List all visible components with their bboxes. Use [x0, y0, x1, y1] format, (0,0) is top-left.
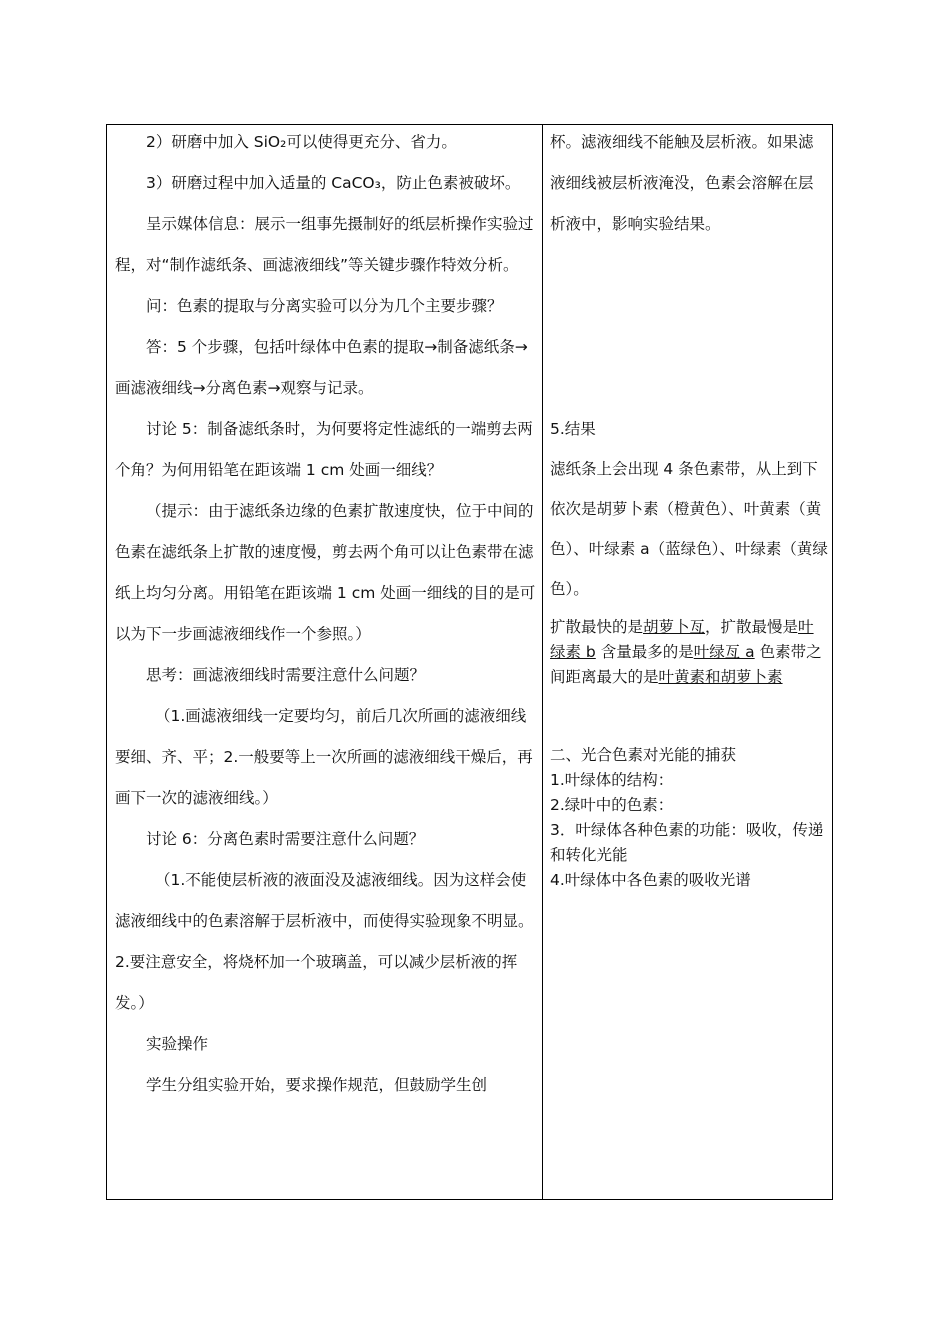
- most-value: 叶绿亙 a: [693, 643, 755, 661]
- distance-label: 色素带之间距离最大的是: [550, 643, 822, 686]
- paragraph-experiment-heading: 实验操作: [146, 1035, 209, 1053]
- column-divider: [542, 124, 543, 1200]
- section2-item-1: 1.叶绿体的结构：: [550, 771, 674, 789]
- paragraph-answer: 答：5 个步骤，包括叶绿体中色素的提取→制备滤纸条→画滤液细线→分离色素→观察与记录。: [115, 338, 528, 397]
- paragraph-question: 问：色素的提取与分离实验可以分为几个主要步骤？: [146, 297, 503, 315]
- paragraph-caco3: 3）研磨过程中加入适量的 CaCO₃，防止色素被破坏。: [146, 174, 521, 192]
- paragraph-filter-line-note: 杯。滤液细线不能触及层析液。如果滤液细线被层析液淹没，色素会溶解在层析液中，影响实验结果。: [550, 133, 814, 233]
- section2-title: 二、光合色素对光能的捕获: [550, 746, 737, 764]
- section2-item-4: 4.叶绿体中各色素的吸收光谱: [550, 871, 751, 889]
- paragraph-discussion-6: 讨论 6：分离色素时需要注意什么问题？: [146, 830, 425, 848]
- fast-value: 胡萝卜亙: [643, 618, 706, 636]
- section2-item-2: 2.绿叶中的色素：: [550, 796, 674, 814]
- right-column: [550, 122, 828, 893]
- slow-label: ，扩散最慢是: [705, 618, 799, 636]
- paragraph-media-info: 呈示媒体信息：展示一组事先摄制好的纸层析操作实验过程，对“制作滤纸条、画滤液细线”等关键步骤作特效分析。: [115, 215, 534, 274]
- paragraph-discussion-5: 讨论 5：制备滤纸条时，为何要将定性滤纸的一端剪去两个角？为何用铅笔在距该端 1 cm 处画一细线？: [115, 420, 533, 479]
- diffusion-summary: [550, 615, 828, 690]
- result-title: 5.结果: [550, 420, 596, 438]
- result-text: 滤纸条上会出现 4 条色素带，从上到下依次是胡萝卜素（橙黄色）、叶黄素（黄色）、叶绿素 a（蓝绿色）、叶绿素（黄绿色）。: [550, 460, 828, 598]
- paragraph-think: 思考：画滤液细线时需要注意什么问题？: [146, 666, 426, 684]
- most-label: 含量最多的是: [595, 643, 694, 661]
- distance-value: 叶黄素和胡萝卜素: [658, 668, 783, 686]
- slow-value: 叶绿素 b: [550, 618, 814, 661]
- left-column: [115, 122, 537, 1106]
- paragraph-think-answer: （1.画滤液细线一定要均匀，前后几次所画的滤液细线要细、齐、平；2.一般要等上一次所画的滤液细线干燥后，再画下一次的滤液细线。）: [115, 707, 533, 807]
- section2-item-3: 3．叶绿体各种色素的功能：吸收，传递和转化光能: [550, 821, 824, 864]
- paragraph-hint: （提示：由于滤纸条边缘的色素扩散速度快，位于中间的色素在滤纸条上扩散的速度慢，剪去两个角可以让色素带在滤纸上均匀分离。用铅笔在距该端 1 cm 处画一细线的目的是可以为下一步画滤液细线作一个参照。）: [115, 502, 536, 643]
- paragraph-discussion-6-answer: （1.不能使层析液的液面没及滤液细线。因为这样会使滤液细线中的色素溶解于层析液中，而使得实验现象不明显。2.要注意安全，将烧杯加一个玻璃盖，可以减少层析液的挥发。）: [115, 871, 534, 1012]
- fast-label: 扩散最快的是: [550, 618, 644, 636]
- paragraph-sio2: 2）研磨中加入 SiO₂可以使得更充分、省力。: [146, 133, 457, 151]
- paragraph-group-experiment: 学生分组实验开始，要求操作规范，但鼓励学生创: [146, 1076, 488, 1094]
